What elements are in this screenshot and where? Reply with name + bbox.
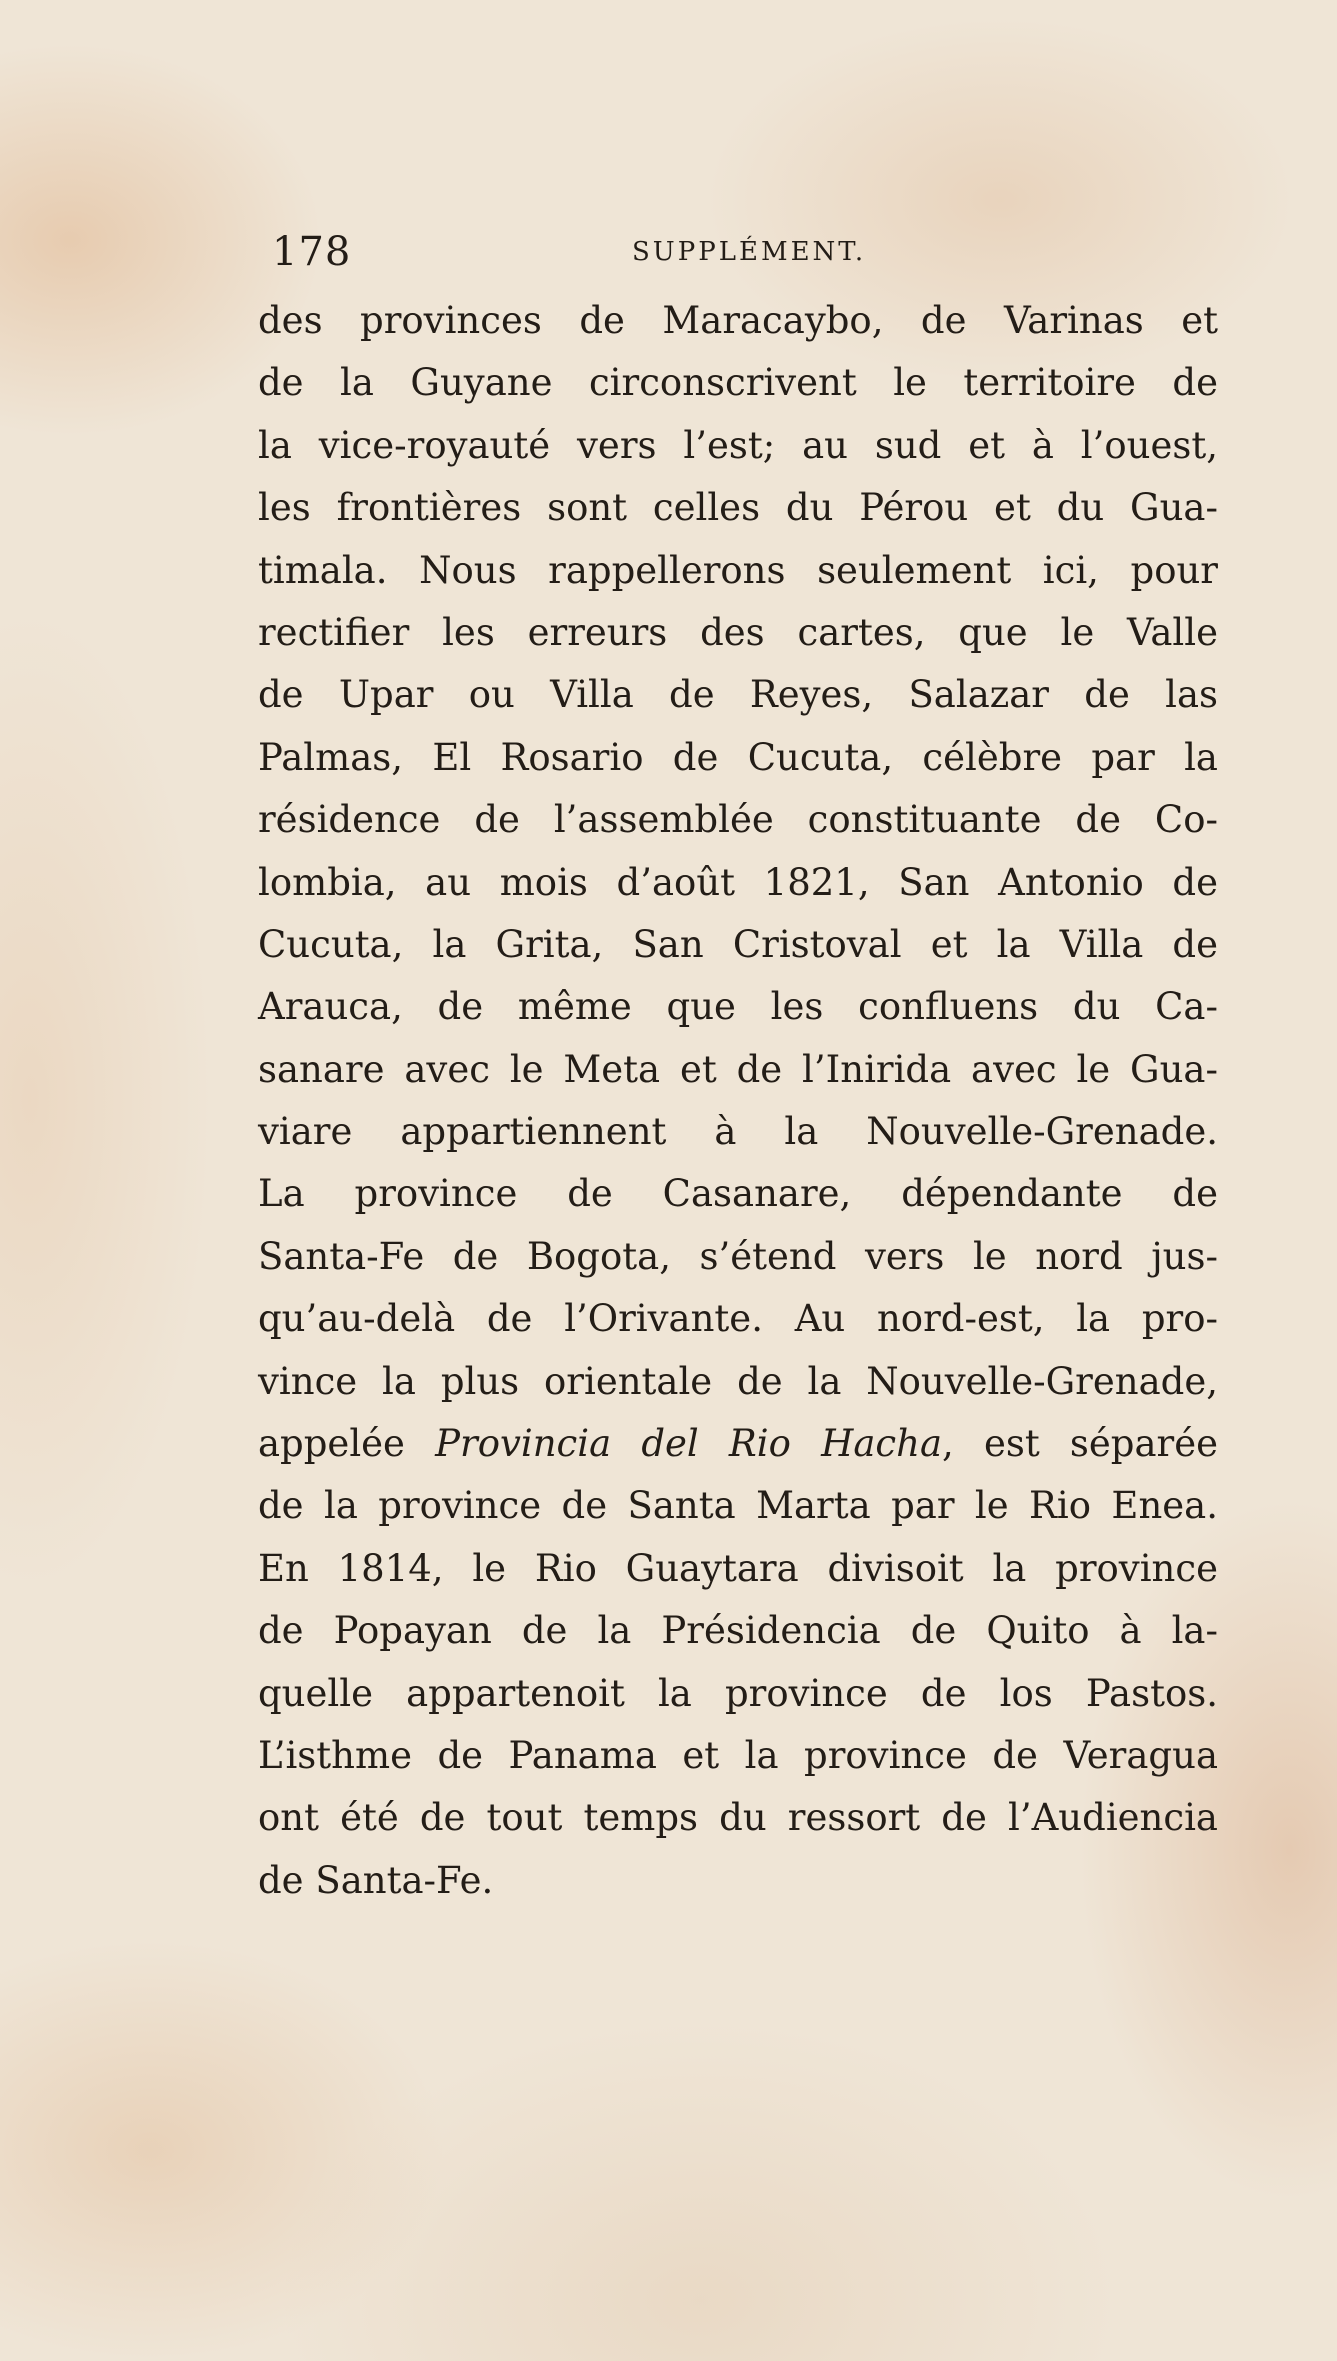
page-number: 178 <box>272 229 352 275</box>
text-line: de Popayan de la Présidencia de Quito à la- <box>258 1609 1218 1653</box>
text-fragment: , est séparée <box>942 1422 1218 1466</box>
italic-place-name: Provincia del Rio Hacha <box>435 1422 943 1466</box>
text-line: viare appartiennent à la Nouvelle-Grenade. <box>258 1110 1218 1154</box>
text-line: la vice-royauté vers l’est; au sud et à l’ouest, <box>258 423 1218 467</box>
text-line: sanare avec le Meta et de l’Inirida avec le Gua- <box>258 1047 1218 1091</box>
text-line: résidence de l’assemblée constituante de Co- <box>258 798 1218 842</box>
text-line: Cucuta, la Grita, San Cristoval et la Villa de <box>258 922 1218 966</box>
text-fragment: appelée <box>258 1422 436 1466</box>
text-line: de Upar ou Villa de Reyes, Salazar de las <box>258 673 1218 717</box>
text-line <box>258 1413 1218 1475</box>
text-line: La province de Casanare, dépendante de <box>258 1172 1218 1216</box>
text-line: de la province de Santa Marta par le Rio Enea. <box>258 1484 1218 1528</box>
body-text <box>258 290 1218 1912</box>
text-line: vince la plus orientale de la Nouvelle-Grenade, <box>258 1359 1218 1403</box>
text-line: les frontières sont celles du Pérou et du Gua- <box>258 486 1218 530</box>
text-line: de la Guyane circonscrivent le territoire de <box>258 361 1218 405</box>
page-header <box>272 222 1212 282</box>
running-head: SUPPLÉMENT. <box>632 237 867 267</box>
text-line: Palmas, El Rosario de Cucuta, célèbre par la <box>258 735 1218 779</box>
text-line: rectifier les erreurs des cartes, que le Valle <box>258 610 1218 654</box>
text-line: des provinces de Maracaybo, de Varinas et <box>258 299 1218 342</box>
text-line: qu’au-delà de l’Orivante. Au nord-est, la pro- <box>258 1297 1218 1341</box>
text-line: timala. Nous rappellerons seulement ici, pour <box>258 548 1218 592</box>
text-line: ont été de tout temps du ressort de l’Audiencia <box>258 1796 1218 1840</box>
text-line-last: de Santa-Fe. <box>258 1858 494 1902</box>
text-line: En 1814, le Rio Guaytara divisoit la province <box>258 1546 1218 1590</box>
text-line: Arauca, de même que les confluens du Ca- <box>258 985 1218 1029</box>
text-line: quelle appartenoit la province de los Pastos. <box>258 1671 1218 1715</box>
text-line: L’isthme de Panama et la province de Veragua <box>258 1733 1218 1777</box>
text-line: lombia, au mois d’août 1821, San Antonio de <box>258 860 1218 904</box>
text-line: Santa-Fe de Bogota, s’étend vers le nord jus- <box>258 1234 1218 1278</box>
